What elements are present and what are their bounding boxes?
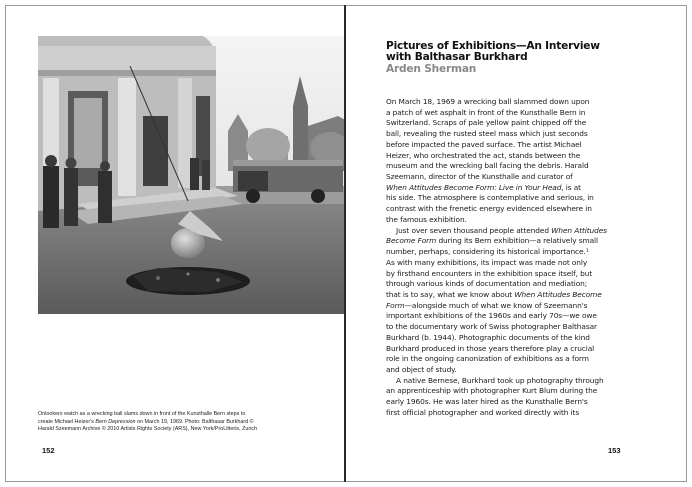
article-body (386, 97, 648, 419)
body-line: through various kinds of documentation and mediation; (386, 279, 588, 289)
body-line: As with many exhibitions, its impact was made not only (386, 257, 588, 267)
body-line: Form—alongside much of what we know of Szeemann's (386, 300, 588, 310)
body-line: Become Form during its Bern exhibition—a relatively small (386, 236, 598, 246)
article-title (386, 41, 651, 63)
body-line: by firsthand encounters in the exhibition space itself, but (386, 268, 593, 278)
kunsthalle-photo (38, 36, 347, 314)
body-line: his side. The atmosphere is contemplative and serious, in (386, 193, 594, 203)
body-line: and object of study. (386, 364, 457, 374)
left-page (6, 6, 344, 481)
right-page (346, 6, 686, 481)
body-line: Just over seven thousand people attended When Attitudes (396, 225, 607, 235)
body-line: Switzerland. Scraps of pale yellow paint chipped off the (386, 118, 587, 128)
body-line: On March 18, 1969 a wrecking ball slammed down upon (386, 97, 590, 106)
body-line: Burkhard (b. 1944). Photographic documents of the kind (386, 332, 590, 342)
body-line: the famous exhibition. (386, 214, 467, 224)
body-line: a patch of wet asphalt in front of the Kunsthalle Bern in (386, 107, 586, 117)
article-author: Arden Sherman (386, 63, 477, 75)
caption-line: create Michael Heizer's Bern Depression on March 19, 1969. Photo: Balthasar Burkhard © (38, 418, 254, 425)
body-line: museum and the wrecking ball facing the debris. Harald (386, 161, 589, 171)
page-number-left: 152 (42, 446, 55, 455)
body-line: important exhibitions of the 1960s and early 70s—we owe (386, 311, 597, 321)
body-line: to the documentary work of Swiss photographer Balthasar (386, 322, 597, 332)
body-line: role in the ongoing canonization of exhibitions as a form (386, 354, 589, 364)
body-line: before impacted the paved surface. The artist Michael (386, 139, 582, 149)
body-line: number, perhaps, considering its historical importance.¹ (386, 247, 589, 257)
body-line: that is to say, what we know about When Attitudes Become (386, 289, 602, 299)
title-line: Pictures of Exhibitions—An Interview (386, 40, 600, 52)
body-line: Heizer, who orchestrated the act, stands between the (386, 150, 581, 160)
body-line: Szeemann, director of the Kunsthalle and curator of (386, 172, 573, 182)
page-number-right: 153 (608, 446, 621, 455)
caption-line: Onlookers watch as a wrecking ball slams down in front of the Kunsthalle Bern steps to (38, 411, 246, 417)
body-line: early 1960s. He was later hired as the Kunsthalle Bern's (386, 397, 588, 407)
body-line: When Attitudes Become Form: Live in Your Head, is at (386, 182, 581, 192)
photo-caption (38, 411, 342, 434)
body-line: A native Bernese, Burkhard took up photography through (396, 375, 604, 385)
title-line: with Balthasar Burkhard (386, 51, 528, 63)
caption-line: Harald Szeemann Archive © 2010 Artists Rights Society (ARS), New York/ProLitteris, Zurich (38, 426, 258, 433)
body-line: an apprenticeship with photographer Kurt Blum during the (386, 386, 598, 396)
body-line: first official photographer and worked directly with its (386, 407, 580, 417)
body-line: contrast with the frenetic energy evidenced elsewhere in (386, 204, 592, 214)
body-line: ball, revealing the rusted steel mass which just seconds (386, 129, 588, 139)
body-line: Burkhard produced in those years therefore play a crucial (386, 343, 595, 353)
